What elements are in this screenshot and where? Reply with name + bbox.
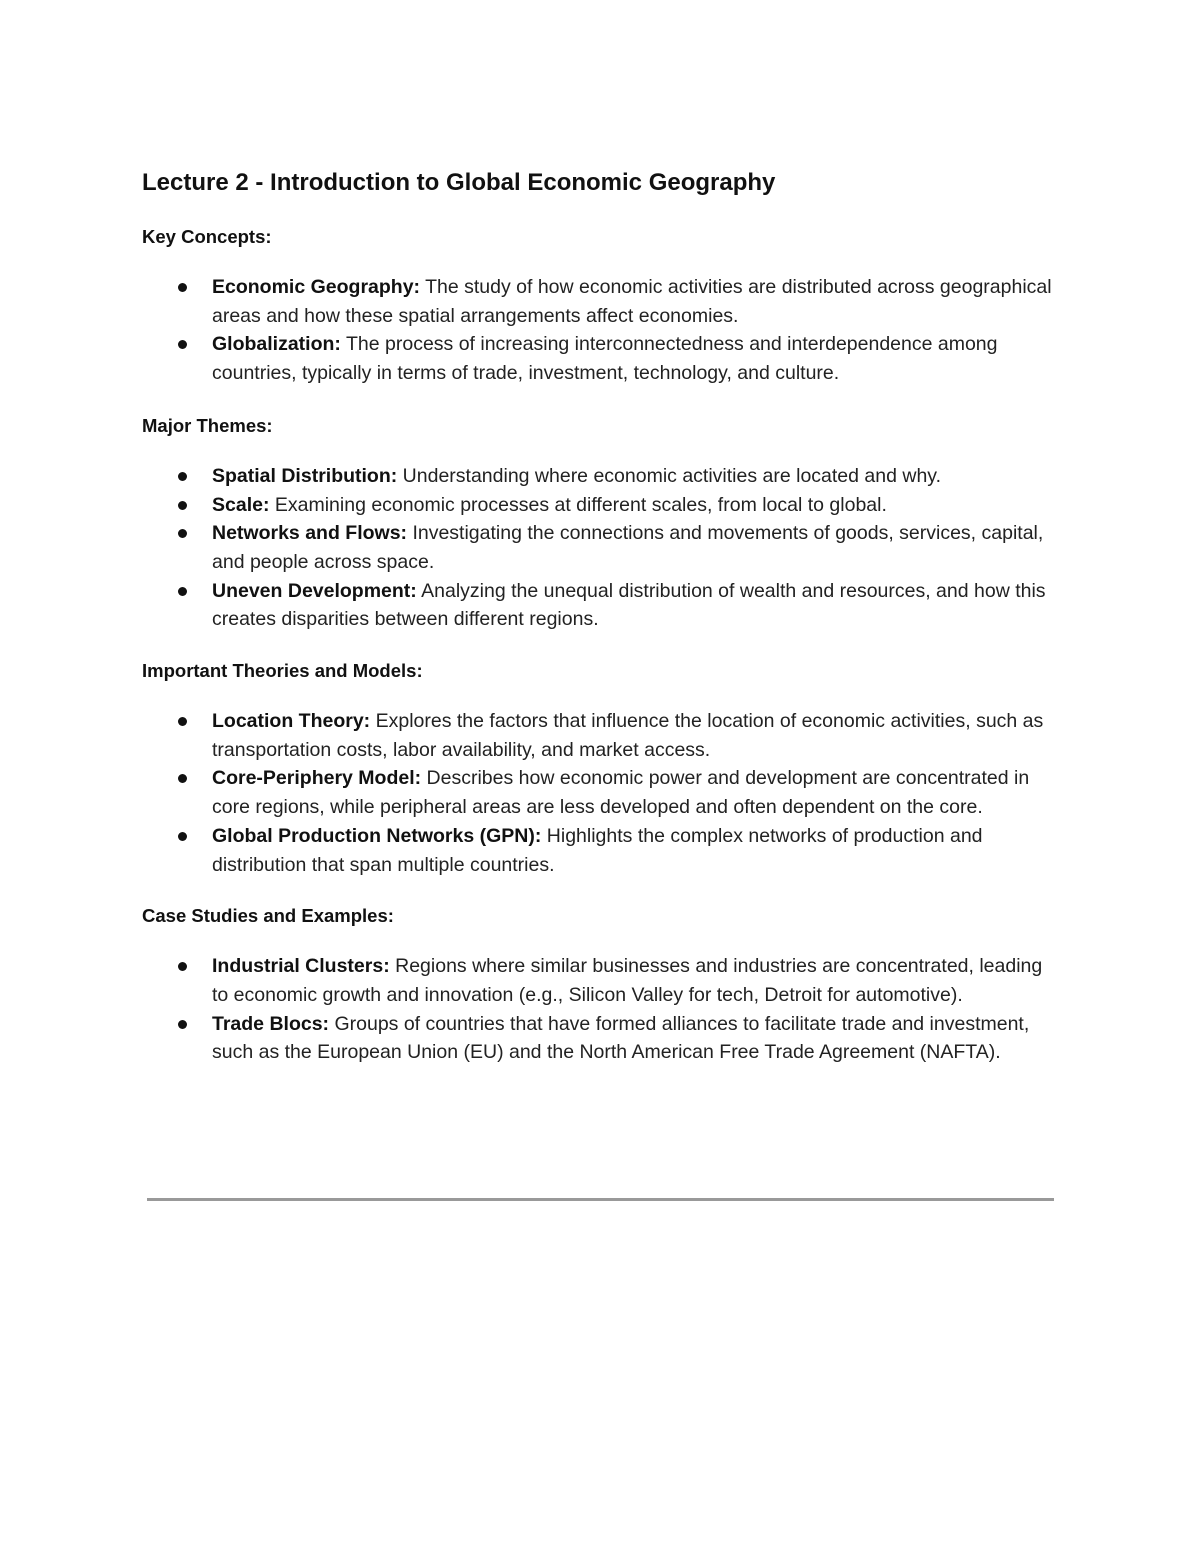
list-item-term: Economic Geography: [212, 276, 421, 298]
list-item-text: Regions where similar businesses and industries are concentrated, leading to economic growth and innovation (e.g., Silicon Valley for tech, Detroit for automotive). [212, 955, 1043, 1006]
list-item-text: Describes how economic power and development are concentrated in core regions, while peripheral areas are less developed and often dependent on the core. [212, 767, 1030, 819]
major-themes-list [142, 462, 1062, 634]
list-item-text: Highlights the complex networks of production and distribution that span multiple countries. [212, 824, 983, 876]
list-item [142, 273, 1062, 330]
list-item [142, 822, 1062, 879]
list-item-text: Examining economic processes at different scales, from local to global. [269, 493, 887, 516]
theories-list [142, 707, 1062, 879]
list-item-term: Scale: [212, 493, 270, 516]
list-item-text: Groups of countries that have formed alliances to facilitate trade and investment, such as the European Union (EU) and the North American Free Trade Agreement (NAFTA). [212, 1012, 1030, 1064]
section-heading-key-concepts: Key Concepts: [142, 226, 272, 247]
section-heading-major-themes: Major Themes: [142, 414, 273, 436]
list-item [142, 519, 1062, 576]
key-concepts-list [142, 273, 1062, 388]
list-item [142, 764, 1062, 821]
list-item-text: Analyzing the unequal distribution of wealth and resources, and how this creates disparities between different regions. [212, 579, 1046, 631]
list-item [142, 952, 1062, 1009]
list-item-term: Location Theory: [212, 710, 371, 733]
list-item-text: The study of how economic activities are distributed across geographical areas and how these spatial arrangements affect economies. [212, 276, 1052, 327]
section-heading-case-studies: Case Studies and Examples: [142, 905, 394, 927]
bullet-icon [178, 472, 187, 481]
bullet-icon [178, 962, 187, 971]
list-item-text: Understanding where economic activities are located and why. [397, 464, 942, 487]
bullet-icon [178, 340, 187, 349]
list-item [142, 491, 1062, 520]
bullet-icon [178, 1020, 187, 1029]
list-item-term: Core-Periphery Model: [212, 767, 422, 790]
section-heading-theories: Important Theories and Models: [142, 660, 423, 682]
horizontal-divider [147, 1198, 1054, 1201]
list-item-text: Investigating the connections and movements of goods, services, capital, and people across space. [212, 522, 1044, 573]
bullet-icon [178, 717, 187, 726]
list-item-term: Global Production Networks (GPN): [212, 824, 542, 847]
list-item [142, 330, 1062, 387]
list-item-text: The process of increasing interconnectedness and interdependence among countries, typically in terms of trade, investment, technology, and culture. [212, 333, 998, 385]
list-item-term: Industrial Clusters: [212, 955, 390, 978]
list-item [142, 1010, 1062, 1067]
list-item [142, 577, 1062, 634]
bullet-icon [178, 832, 187, 841]
list-item-term: Spatial Distribution: [212, 464, 398, 487]
bullet-icon [178, 501, 187, 510]
page-title: Lecture 2 - Introduction to Global Economic Geography [142, 169, 776, 196]
document-page [142, 166, 1062, 1067]
bullet-icon [178, 283, 187, 292]
bullet-icon [178, 587, 187, 596]
case-studies-list [142, 952, 1062, 1067]
list-item-text: Explores the factors that influence the location of economic activities, such as transportation costs, labor availability, and market access. [212, 710, 1044, 761]
bullet-icon [178, 774, 187, 783]
list-item-term: Uneven Development: [212, 579, 417, 602]
list-item-term: Trade Blocs: [212, 1012, 330, 1035]
list-item-term: Networks and Flows: [212, 522, 408, 545]
list-item-term: Globalization: [212, 333, 341, 356]
bullet-icon [178, 529, 187, 538]
list-item [142, 707, 1062, 764]
list-item [142, 462, 1062, 491]
